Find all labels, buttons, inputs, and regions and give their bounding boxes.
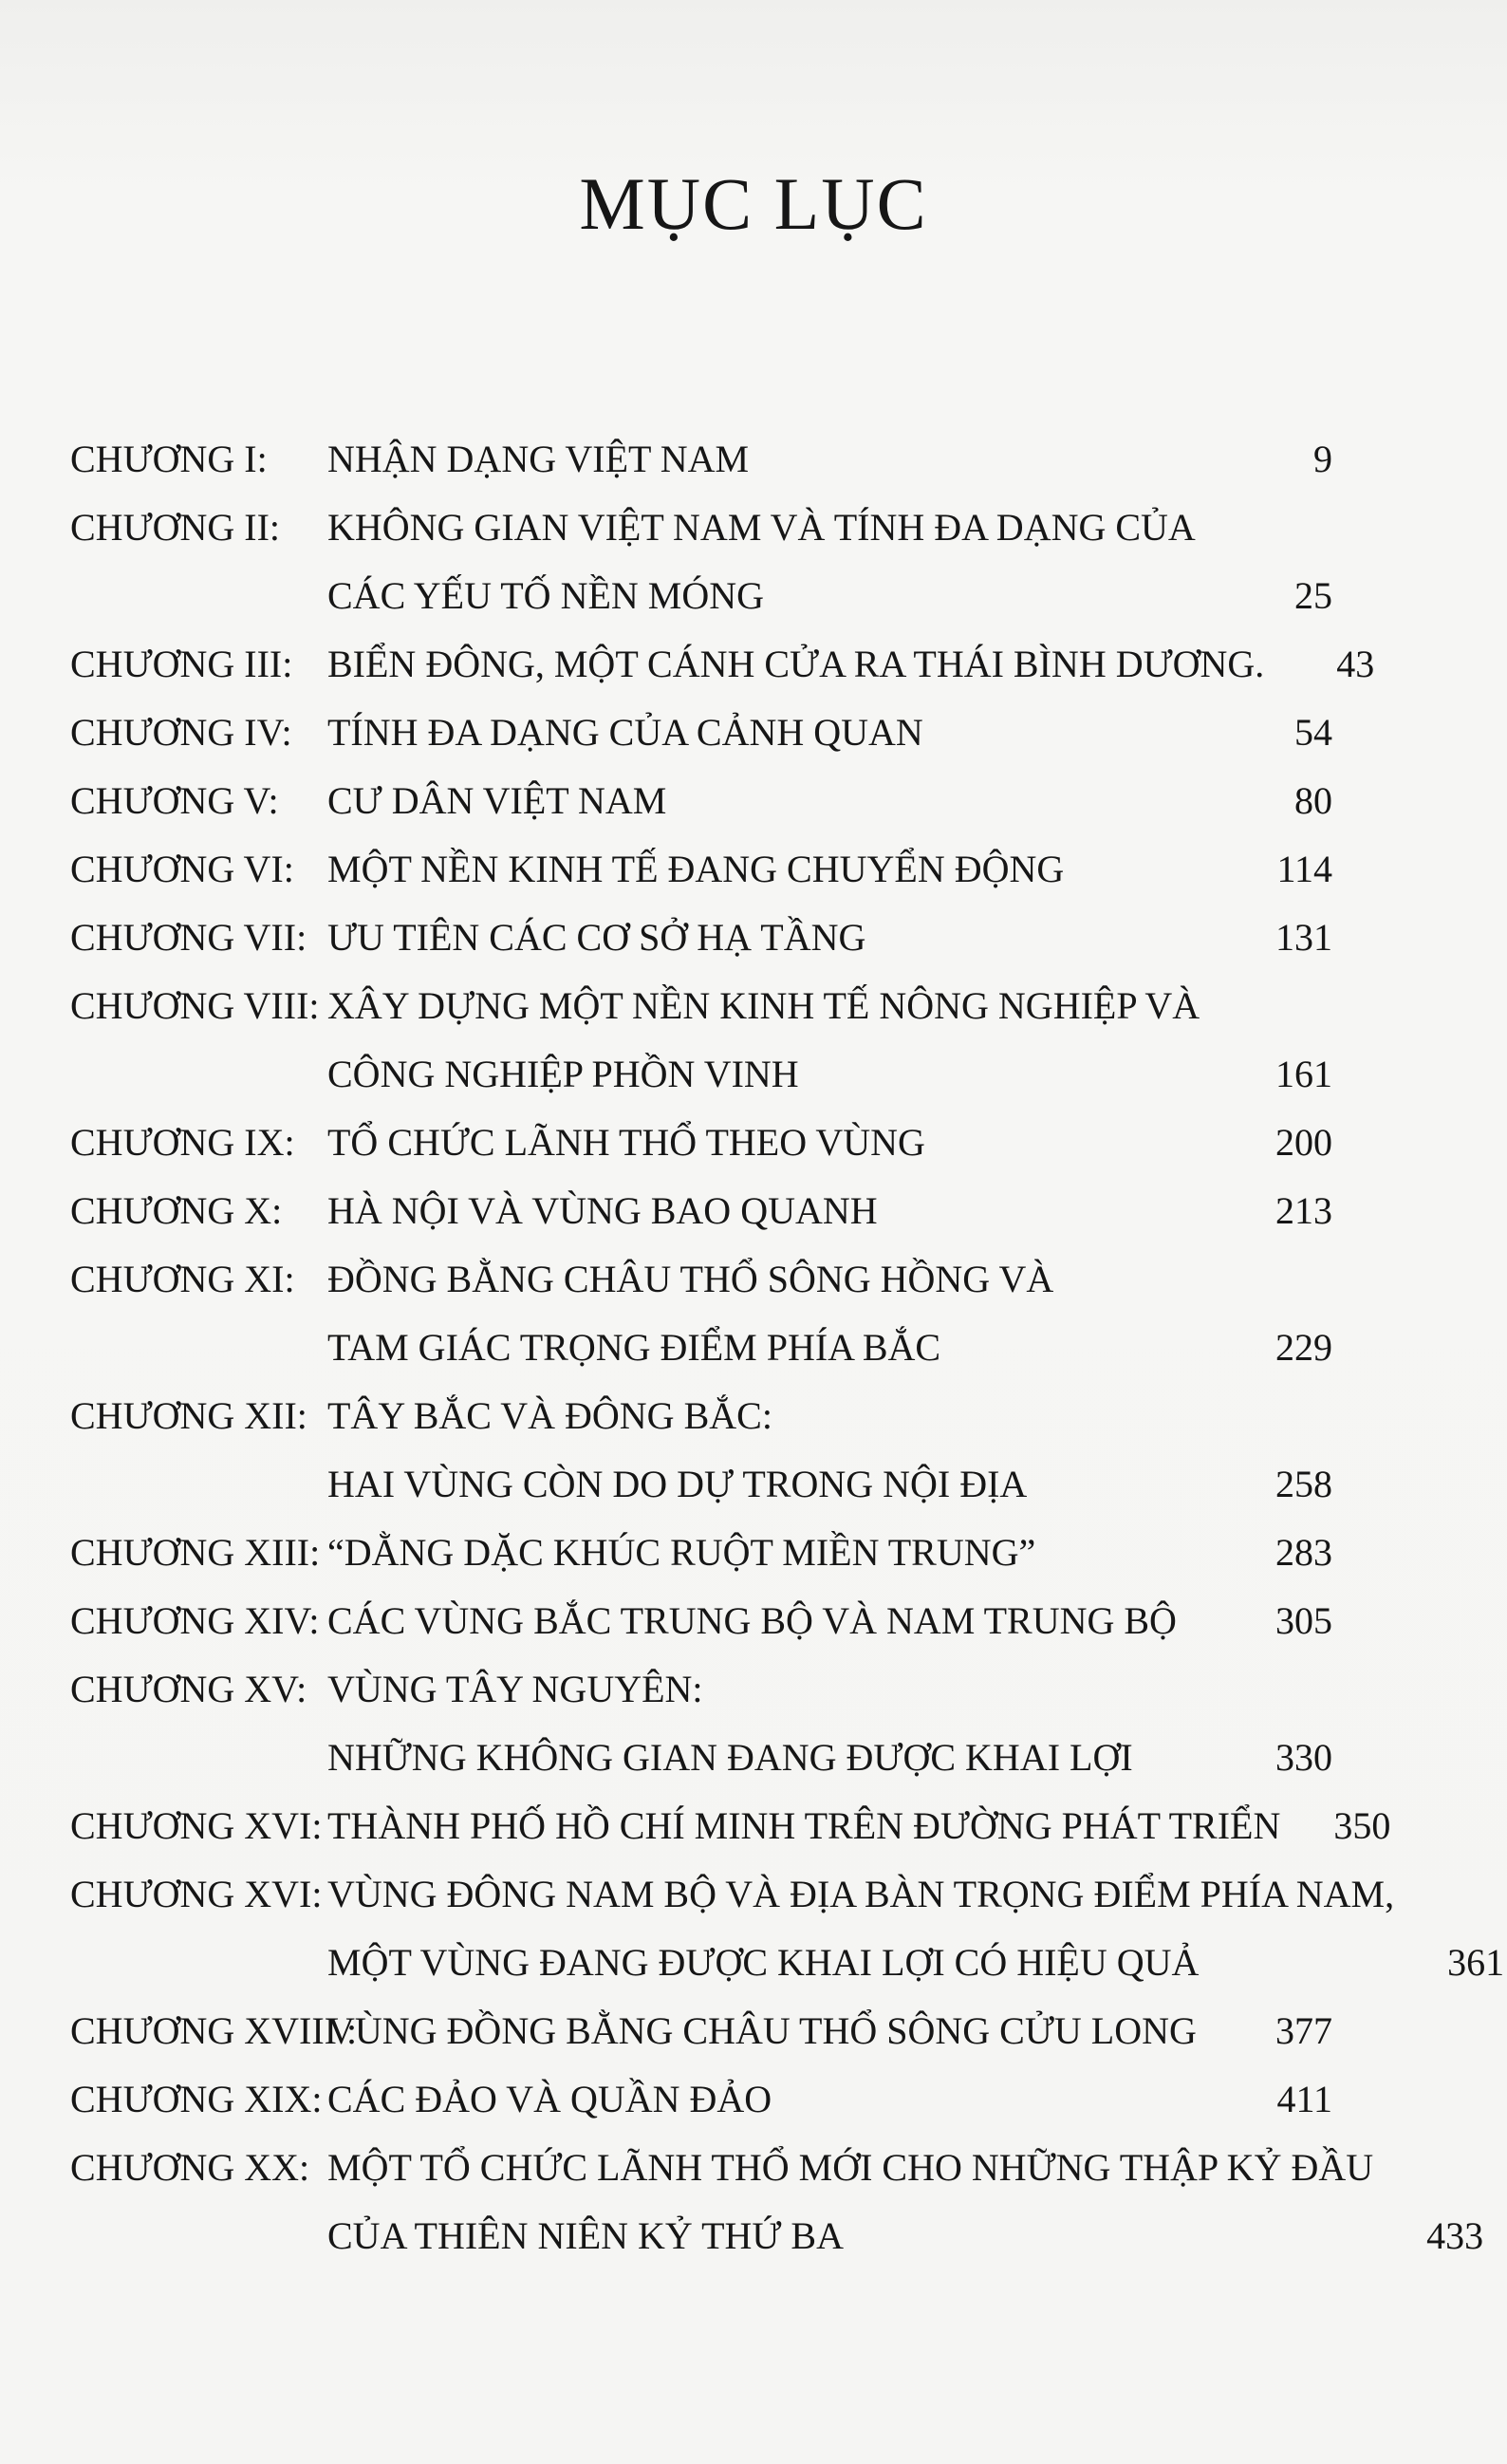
toc-entry (70, 835, 1332, 904)
toc-entry (70, 2134, 1484, 2270)
chapter-title (327, 630, 1264, 699)
toc-entry (70, 699, 1332, 767)
chapter-label: CHƯƠNG XVI: (70, 1873, 323, 1915)
page-number: 114 (1276, 848, 1332, 890)
chapter-title-line: NHỮNG KHÔNG GIAN ĐANG ĐƯỢC KHAI LỢI (327, 1736, 1133, 1779)
page-number: 80 (1294, 779, 1332, 822)
page-number: 54 (1294, 711, 1332, 754)
chapter-label: CHƯƠNG IX: (70, 1121, 295, 1164)
chapter-title (327, 1860, 1394, 1997)
chapter-label: CHƯƠNG XVI: (70, 1804, 323, 1847)
page-number: 200 (1275, 1121, 1332, 1164)
page-number: 258 (1275, 1463, 1332, 1505)
chapter-title-line: CÁC ĐẢO VÀ QUẦN ĐẢO (327, 2078, 772, 2120)
chapter-title-line: BIỂN ĐÔNG, MỘT CÁNH CỬA RA THÁI BÌNH DƯƠNG. (327, 643, 1265, 685)
chapter-label: CHƯƠNG III: (70, 643, 293, 685)
chapter-title-line: HAI VÙNG CÒN DO DỰ TRONG NỘI ĐỊA (327, 1463, 1028, 1505)
toc-entry (70, 1177, 1332, 1245)
chapter-label: CHƯƠNG XIX: (70, 2078, 323, 2120)
chapter-title-line: ĐỒNG BẰNG CHÂU THỔ SÔNG HỒNG VÀ (327, 1258, 1054, 1300)
page-number: 131 (1275, 916, 1332, 959)
chapter-title (327, 2065, 1222, 2134)
chapter-title (327, 494, 1222, 630)
chapter-title (327, 1382, 1222, 1519)
chapter-title (327, 1177, 1222, 1245)
page-title: MỤC LỤC (579, 162, 928, 245)
page-number: 411 (1276, 2078, 1332, 2120)
chapter-title-line: VÙNG TÂY NGUYÊN: (327, 1668, 703, 1710)
chapter-title (327, 1792, 1280, 1860)
chapter-title (327, 2134, 1373, 2270)
toc-entry (70, 972, 1332, 1109)
toc-entry (70, 1997, 1332, 2065)
toc-entry (70, 1109, 1332, 1177)
chapter-label: CHƯƠNG VII: (70, 916, 307, 959)
toc-entry (70, 767, 1332, 835)
chapter-title-line: NHẬN DẠNG VIỆT NAM (327, 438, 750, 480)
page-number: 283 (1275, 1531, 1332, 1574)
chapter-label: CHƯƠNG XVIII : (70, 2009, 358, 2052)
chapter-title-line: VÙNG ĐÔNG NAM BỘ VÀ ĐỊA BÀN TRỌNG ĐIỂM PHÍA NAM, (327, 1873, 1395, 1915)
toc-entry (70, 904, 1332, 972)
toc-entry (70, 494, 1332, 630)
toc-entry (70, 1382, 1332, 1519)
chapter-label: CHƯƠNG I: (70, 438, 268, 480)
chapter-title (327, 425, 1222, 494)
chapter-title-line: “DẰNG DẶC KHÚC RUỘT MIỀN TRUNG” (327, 1531, 1036, 1574)
chapter-title-line: VÙNG ĐỒNG BẰNG CHÂU THỔ SÔNG CỬU LONG (327, 2009, 1197, 2052)
chapter-title (327, 904, 1222, 972)
chapter-title-line: THÀNH PHỐ HỒ CHÍ MINH TRÊN ĐƯỜNG PHÁT TRIỂN (327, 1804, 1281, 1847)
chapter-label: CHƯƠNG IV: (70, 711, 292, 754)
chapter-title (327, 1245, 1222, 1382)
toc-entry (70, 1519, 1332, 1587)
toc-entry (70, 630, 1375, 699)
page-number: 161 (1275, 1053, 1332, 1095)
toc-entry (70, 425, 1332, 494)
chapter-label: CHƯƠNG XV: (70, 1668, 307, 1710)
chapter-label: CHƯƠNG XIII: (70, 1531, 321, 1574)
toc-entry (70, 1860, 1505, 1997)
chapter-label: CHƯƠNG XI: (70, 1258, 295, 1300)
chapter-title-line: CƯ DÂN VIỆT NAM (327, 779, 667, 822)
page-number: 43 (1336, 643, 1375, 685)
chapter-title (327, 1587, 1222, 1655)
chapter-title (327, 972, 1222, 1109)
chapter-title (327, 835, 1222, 904)
chapter-title-line: TÂY BẮC VÀ ĐÔNG BẮC: (327, 1394, 772, 1437)
chapter-label: CHƯƠNG XX: (70, 2146, 310, 2189)
page-number: 433 (1426, 2214, 1484, 2257)
chapter-title (327, 1997, 1222, 2065)
toc-entry (70, 1792, 1391, 1860)
chapter-label: CHƯƠNG VI: (70, 848, 294, 890)
toc-entry (70, 1655, 1332, 1792)
chapter-label: CHƯƠNG XIV: (70, 1599, 320, 1642)
page-number: 25 (1294, 574, 1332, 617)
page-number: 350 (1333, 1804, 1391, 1847)
chapter-title-line: CÁC YẾU TỐ NỀN MÓNG (327, 574, 764, 617)
chapter-title-line: XÂY DỰNG MỘT NỀN KINH TẾ NÔNG NGHIỆP VÀ (327, 984, 1200, 1027)
page-number: 305 (1275, 1599, 1332, 1642)
toc-entry (70, 2065, 1332, 2134)
chapter-title-line: TỔ CHỨC LÃNH THỔ THEO VÙNG (327, 1121, 925, 1164)
chapter-title-line: TÍNH ĐA DẠNG CỦA CẢNH QUAN (327, 711, 923, 754)
chapter-title-line: MỘT VÙNG ĐANG ĐƯỢC KHAI LỢI CÓ HIỆU QUẢ (327, 1941, 1200, 1984)
chapter-title-line: HÀ NỘI VÀ VÙNG BAO QUANH (327, 1189, 878, 1232)
chapter-title-line: KHÔNG GIAN VIỆT NAM VÀ TÍNH ĐA DẠNG CỦA (327, 506, 1196, 549)
chapter-title-line: CỦA THIÊN NIÊN KỶ THỨ BA (327, 2214, 844, 2257)
chapter-title-line: CÔNG NGHIỆP PHỒN VINH (327, 1053, 799, 1095)
page-number: 229 (1275, 1326, 1332, 1369)
page-number: 9 (1313, 438, 1332, 480)
chapter-title-line: CÁC VÙNG BẮC TRUNG BỘ VÀ NAM TRUNG BỘ (327, 1599, 1177, 1642)
chapter-title (327, 767, 1222, 835)
chapter-title-line: MỘT NỀN KINH TẾ ĐANG CHUYỂN ĐỘNG (327, 848, 1065, 890)
chapter-title-line: MỘT TỔ CHỨC LÃNH THỔ MỚI CHO NHỮNG THẬP KỶ ĐẦU (327, 2146, 1374, 2189)
chapter-title (327, 1655, 1222, 1792)
toc-entry (70, 1587, 1332, 1655)
chapter-label: CHƯƠNG XII: (70, 1394, 307, 1437)
page-number: 377 (1275, 2009, 1332, 2052)
page-number: 213 (1275, 1189, 1332, 1232)
page-number: 330 (1275, 1736, 1332, 1779)
chapter-label: CHƯƠNG II: (70, 506, 281, 549)
chapter-label: CHƯƠNG VIII: (70, 984, 320, 1027)
table-of-contents (70, 425, 1505, 2270)
chapter-title (327, 699, 1222, 767)
chapter-title (327, 1109, 1222, 1177)
chapter-title-line: TAM GIÁC TRỌNG ĐIỂM PHÍA BẮC (327, 1326, 941, 1369)
page-number: 361 (1447, 1941, 1505, 1984)
chapter-title (327, 1519, 1222, 1587)
chapter-label: CHƯƠNG V: (70, 779, 279, 822)
chapter-title-line: ƯU TIÊN CÁC CƠ SỞ HẠ TẦNG (327, 916, 866, 959)
chapter-label: CHƯƠNG X: (70, 1189, 283, 1232)
toc-entry (70, 1245, 1332, 1382)
